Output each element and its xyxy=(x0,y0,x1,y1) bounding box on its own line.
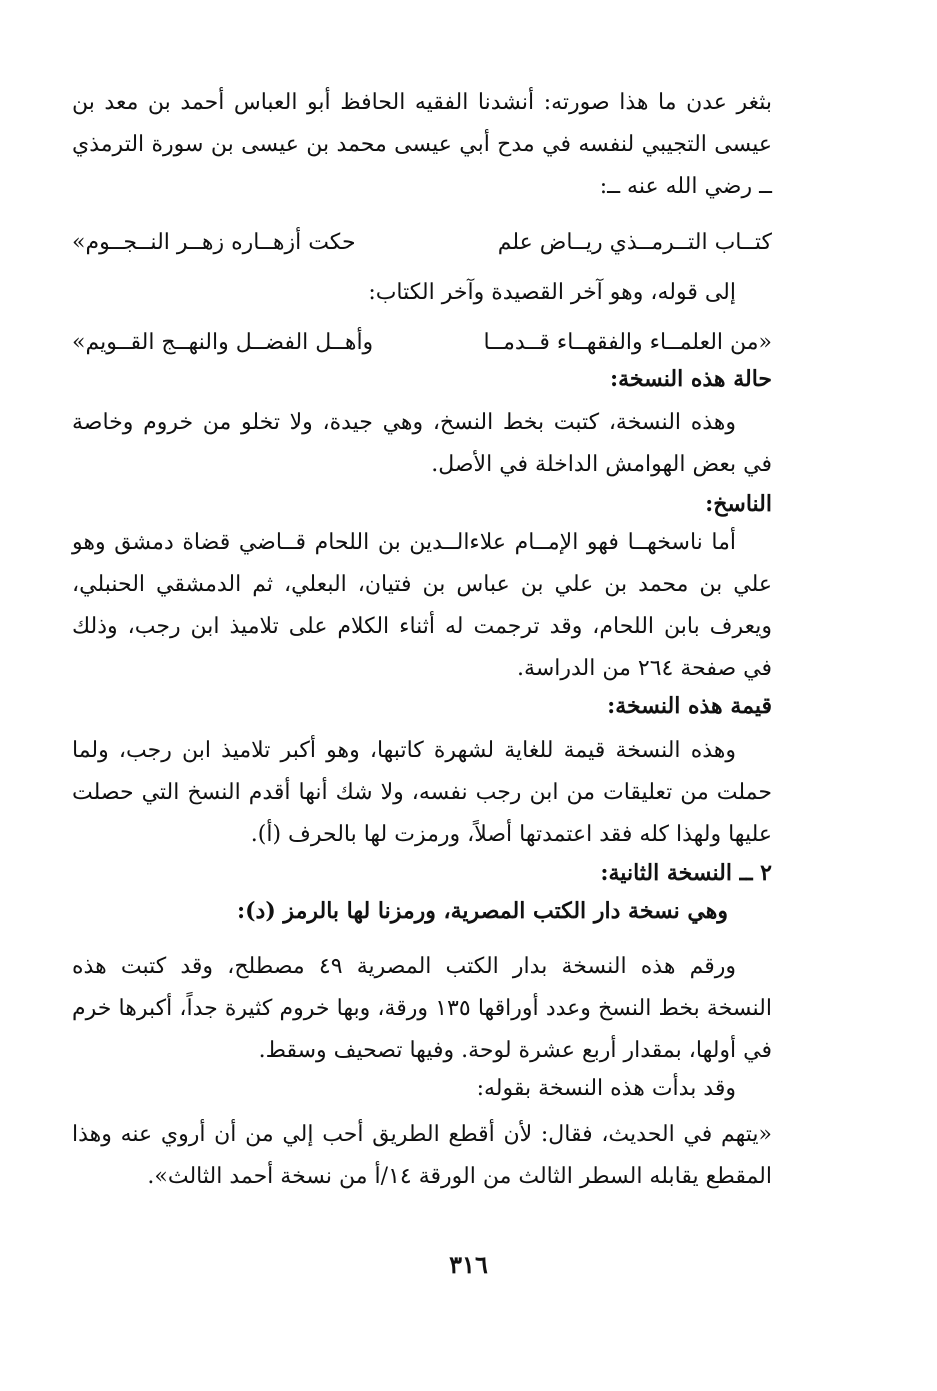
intro-paragraph: بثغر عدن ما هذا صورته: أنشدنا الفقيه الحافظ أبو العباس أحمد بن معد بن عيسى التجيبي لنفسه في مدح أبي عيسى محمد بن عيسى بن سورة الترمذي ــ رضي الله عنه ــ: xyxy=(72,90,772,199)
start-line: وقد بدأت هذه النسخة بقوله: xyxy=(476,1076,736,1101)
page-number: ٣١٦ xyxy=(449,1250,488,1279)
heading-second-copy: ٢ ــ النسخة الثانية: xyxy=(600,860,772,886)
quote-paragraph: «يتهم في الحديث، فقال: لأن أقطع الطريق أحب إلي من أن أروي عنه وهذا المقطع يقابله السطر الثالث من الورقة ١٤/أ من نسخة أحمد الثالث». xyxy=(72,1122,772,1189)
second-copy-intro: وهي نسخة دار الكتب المصرية، ورمزنا لها بالرمز (د): xyxy=(237,898,728,924)
paragraph-condition: وهذه النسخة، كتبت بخط النسخ، وهي جيدة، ولا تخلو من خروم وخاصة في بعض الهوامش الداخلة في الأصل. xyxy=(72,410,772,477)
heading-condition: حالة هذه النسخة: xyxy=(610,366,772,392)
verse-1-first-hemistich: كتــاب التــرمــذي ريــاض علم xyxy=(497,230,772,255)
verse-line-2 xyxy=(72,322,772,364)
verse-2-first-hemistich: «من العلمــاء والفقهــاء قــدمــا xyxy=(483,330,772,355)
paragraph-value: وهذه النسخة قيمة للغاية لشهرة كاتبها، وهو أكبر تلاميذ ابن رجب، ولما حملت من تعليقات من ابن رجب نفسه، ولا شك أنها أقدم النسخ التي حصلت عليها ولهذا كله فقد اعتمدتها أصلاً، ورمزت لها بالحرف (أ). xyxy=(72,738,772,847)
verse-1-second-hemistich: حكت أزهــاره زهــر النــجــوم» xyxy=(72,230,356,255)
page-body xyxy=(72,82,772,1198)
paragraph-second-copy: ورقم هذه النسخة بدار الكتب المصرية ٤٩ مصطلح، وقد كتبت هذه النسخة بخط النسخ وعدد أوراقها ١٣٥ ورقة، وبها خروم كثيرة جداً، أكبرها خرم في أولها، بمقدار أربع عشرة لوحة. وفيها تصحيف وسقط. xyxy=(72,954,772,1063)
heading-copyist: الناسخ: xyxy=(705,491,772,517)
verse-2-second-hemistich: وأهــل الفضــل والنهــج القــويم» xyxy=(72,330,374,355)
heading-value: قيمة هذه النسخة: xyxy=(607,693,772,719)
to-end-line: إلى قوله، وهو آخر القصيدة وآخر الكتاب: xyxy=(368,280,736,305)
paragraph-copyist: أما ناسخهــا فهو الإمــام علاءالــدين بن اللحام قــاضي قضاة دمشق وهو علي بن محمد بن علي بن عباس بن فتيان، البعلي، ثم الدمشقي الحنبلي، ويعرف بابن اللحام، وقد ترجمت له أثناء الكلام على تلاميذ ابن رجب، وذلك في صفحة ٢٦٤ من الدراسة. xyxy=(72,530,772,681)
verse-line-1 xyxy=(72,222,772,264)
